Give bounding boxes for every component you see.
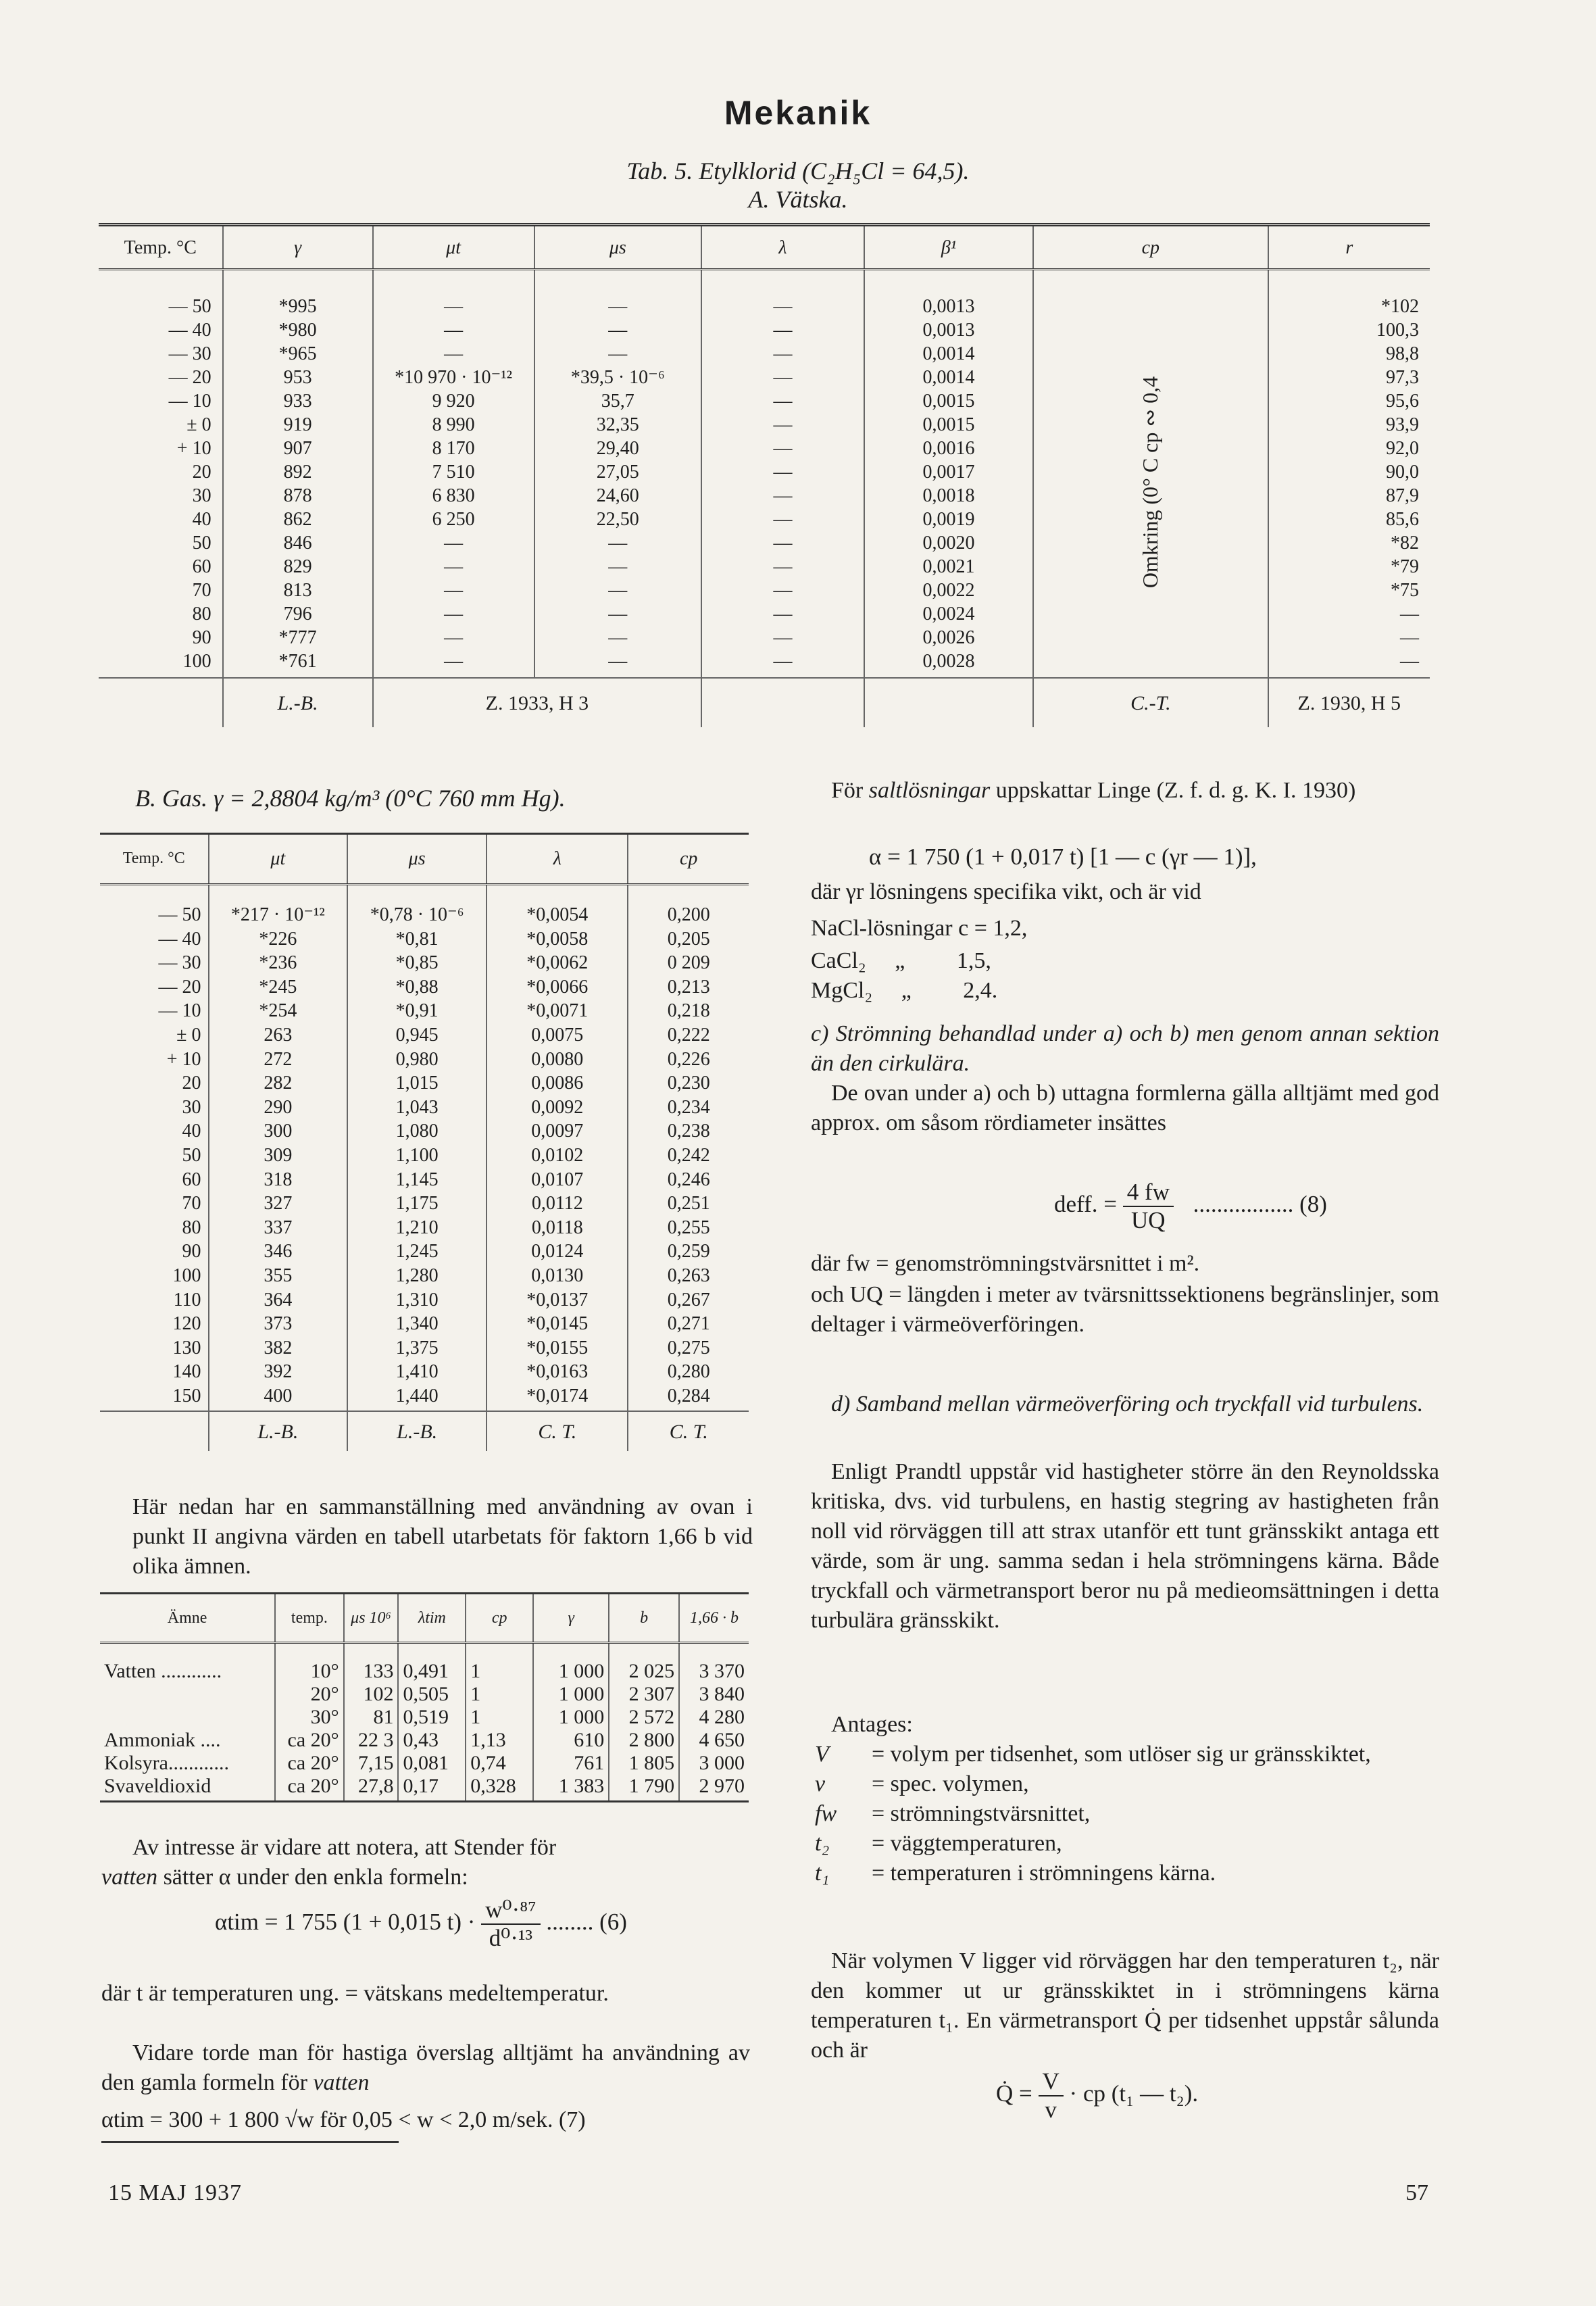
header-gamma: γ xyxy=(223,225,373,270)
source-2: L.-B. xyxy=(347,1411,487,1451)
col-lambda: 0,491 0,505 0,519 0,43 0,081 0,17 xyxy=(398,1643,466,1802)
table-b-source-row xyxy=(100,1411,749,1451)
col-temp: — 50 — 40 — 30 — 20 — 10 ± 0 + 10 20 30 40 50 60 70 80 90 100 xyxy=(99,270,223,679)
col-166b: 3 370 3 840 4 280 4 650 3 000 2 970 xyxy=(699,1660,745,1797)
right-para2: där γr lösningens specifika vikt, och är vid xyxy=(811,879,1201,904)
col-beta: 0,0013 0,0013 0,0014 0,0014 0,0015 0,0015 0,0016 0,0017 0,0018 0,0019 0,0020 0,0021 0,0022 0,0024 0,0026 0,0028 xyxy=(864,270,1033,679)
cp-rotated-note: Omkring (0° C cp ∾ 0,4 xyxy=(1138,376,1163,589)
header-temp: Temp. °C xyxy=(100,834,209,885)
section-d-heading: d) Samband mellan värmeöverföring och tryckfall vid turbulens. xyxy=(831,1392,1424,1417)
header-cp: cp xyxy=(628,834,749,885)
header-lambda-tim: λtim xyxy=(398,1594,466,1643)
source-cp: C.-T. xyxy=(1033,678,1268,727)
header-gamma: γ xyxy=(533,1594,609,1643)
col-cp xyxy=(1033,270,1268,679)
definition-list xyxy=(815,1740,1439,1888)
right-last-paragraph: När volymen V ligger vid rörväggen har den temperaturen t₂, när den kommer ut ur gränsskiktet in i strömningens kärna temperaturen t₁. En värmetransport Q̇ per tidsenhet uppstår sålunda och är xyxy=(811,1948,1439,2063)
source-gamma: L.-B. xyxy=(223,678,373,727)
right-para1: För saltlösningar uppskattar Linge (Z. f. d. g. K. I. 1930) xyxy=(831,778,1356,803)
equation-7-underline xyxy=(101,2141,399,2143)
col-amne: Vatten ............ Ammoniak .... Kolsyra............ Svaveldioxid xyxy=(100,1643,275,1802)
col-gamma: 1 000 1 000 1 000 610 761 1 383 xyxy=(533,1643,609,1802)
col-b: 2 025 2 307 2 572 2 800 1 805 1 790 xyxy=(609,1643,679,1802)
col-temp: 10° 20° 30° ca 20° ca 20° ca 20° xyxy=(275,1643,343,1802)
table-a-header-row xyxy=(99,225,1430,270)
table-a-body xyxy=(99,270,1430,679)
col-lambda: — — — — — — — — — — — — — — — — xyxy=(701,270,864,679)
col-r: *102 100,3 98,8 97,3 95,6 93,9 92,0 90,0 87,9 85,6 *82 *79 *75 — — — xyxy=(1376,296,1419,672)
table-c-header-row xyxy=(100,1594,749,1643)
page-number: 57 xyxy=(1405,2180,1428,2205)
left-stender-line: Av intresse är vidare att notera, att Stender för xyxy=(132,1835,557,1860)
header-lambda: λ xyxy=(487,834,628,885)
salt-cacl2: CaCl₂ „ 1,5, xyxy=(811,948,991,973)
header-mu-t: μt xyxy=(373,225,534,270)
definition-item: t₂ = väggtemperaturen, xyxy=(815,1831,1062,1856)
header-r: r xyxy=(1268,225,1430,270)
col-cp: 0,200 0,205 0 209 0,213 0,218 0,222 0,226 0,230 0,234 0,238 0,242 0,246 0,251 0,255 0,259 0,263 0,267 0,271 0,275 0,280 0,284 xyxy=(667,904,710,1406)
definition-uq: och UQ = längden i meter av tvärsnittssektionens begränslinjer, som deltager i värmeöverföringen. xyxy=(811,1282,1439,1337)
section-c-text: De ovan under a) och b) uttagna formlerna gälla alltjämt med god approx. om såsom rördiameter insättes xyxy=(811,1081,1439,1135)
source-1: L.-B. xyxy=(209,1411,348,1451)
section-c-heading: c) Strömning behandlad under a) och b) men genom annan sektion än den cirkulära. xyxy=(811,1021,1439,1076)
definition-item: fw = strömningstvärsnittet, xyxy=(815,1801,1091,1826)
source-mu: Z. 1933, H 3 xyxy=(373,678,701,727)
left-stender-line2: vatten sätter α under den enkla formeln: xyxy=(101,1865,468,1890)
col-temp: — 50 — 40 — 30 — 20 — 10 ± 0 + 10 20 30 40 50 60 70 80 90 100 110 120 130 140 150 xyxy=(100,885,209,1412)
header-amne: Ämne xyxy=(100,1594,275,1643)
left-after-eq6: där t är temperaturen ung. = vätskans medeltemperatur. xyxy=(101,1981,609,2006)
table-c-comparison xyxy=(100,1592,749,1802)
definition-fw: där fw = genomströmningstvärsnittet i m². xyxy=(811,1251,1200,1276)
definition-item: v = spec. volymen, xyxy=(815,1771,1029,1796)
table-b-body xyxy=(100,885,749,1412)
header-mu: μs 10⁶ xyxy=(344,1594,399,1643)
table-b-header-row xyxy=(100,834,749,885)
table-b-gas xyxy=(100,833,749,1451)
salt-mgcl2: MgCl₂ „ 2,4. xyxy=(811,978,998,1003)
header-166b: 1,66 · b xyxy=(679,1594,749,1643)
col-gamma: *995 *980 *965 953 933 919 907 892 878 862 846 829 813 796 *777 *761 xyxy=(223,270,373,679)
equation-8: deff. = $\frac{4 fw}{UQ}$ ................. (8) xyxy=(1054,1179,1327,1233)
header-lambda: λ xyxy=(701,225,864,270)
section-title: Mekanik xyxy=(724,94,872,132)
table-a-liquid xyxy=(99,223,1430,727)
table-c-body xyxy=(100,1643,749,1802)
equation-7: αtim = 300 + 1 800 √w för 0,05 < w < 2,0 m/sek. (7) xyxy=(101,2107,586,2132)
equation-q: Q̇ = $\frac{V}{v}$ · cp (t₁ — t₂). xyxy=(996,2068,1199,2123)
source-4: C. T. xyxy=(628,1411,749,1451)
source-r: Z. 1930, H 5 xyxy=(1268,678,1430,727)
left-intro-paragraph: Här nedan har en sammanställning med användning av ovan i punkt II angivna värden en tabell utarbetats för faktorn 1,66 b vid olika ämnen. xyxy=(132,1494,753,1579)
col-mu-s: — — — *39,5 · 10⁻⁶ 35,7 32,35 29,40 27,05 24,60 22,50 — — — — — — xyxy=(534,270,702,679)
header-b: b xyxy=(609,1594,679,1643)
col-mu-t: — — — *10 970 · 10⁻¹² 9 920 8 990 8 170 7 510 6 830 6 250 — — — — — — xyxy=(373,270,534,679)
header-mu-t: μt xyxy=(209,834,348,885)
table-a-source-row xyxy=(99,678,1430,727)
salt-nacl: NaCl-lösningar c = 1,2, xyxy=(811,916,1028,941)
col-mu-t: *217 · 10⁻¹² *226 *236 *245 *254 263 272 282 290 300 309 318 327 337 346 355 364 373 382 392 400 xyxy=(209,885,348,1412)
equation-saltsolution: α = 1 750 (1 + 0,017 t) [1 — c (γr — 1)], xyxy=(869,843,1257,870)
header-mu-s: μs xyxy=(347,834,487,885)
col-mu: 133 102 81 22 3 7,15 27,8 xyxy=(344,1643,399,1802)
equation-6: αtim = 1 755 (1 + 0,015 t) · $\frac{\text{w⁰·⁸⁷}}{\text{d⁰·¹³}}$ ........ (6) xyxy=(215,1896,627,1951)
header-cp: cp xyxy=(1033,225,1268,270)
col-lambda: *0,0054 *0,0058 *0,0062 *0,0066 *0,0071 0,0075 0,0080 0,0086 0,0092 0,0097 0,0102 0,0107 0,0112 0,0118 0,0124 0,0130 *0,0137 *0,0145 *0,0155 *0,0163 *0,0174 xyxy=(487,885,628,1412)
section-d-text: Enligt Prandtl uppstår vid hastigheter större än den Reynoldsska kritiska, dvs. vid turbulens, en hastig stegring av hastigheten från noll vid rörväggen till att strax utanför ett tunt gränsskikt antaga ett värde, som är ung. samma sedan i hela strömningens kärna. Både tryckfall och värmetransport beror nu på medieomsättningen i detta turbulära gränsskikt. xyxy=(811,1459,1439,1633)
definition-item: t₁ = temperaturen i strömningens kärna. xyxy=(815,1861,1216,1886)
header-temp: temp. xyxy=(275,1594,343,1643)
left-para2: Vidare torde man för hastiga överslag alltjämt ha användning av den gamla formeln för vatten xyxy=(101,2040,750,2095)
antages-label: Antages: xyxy=(831,1712,913,1737)
table-b-caption: B. Gas. γ = 2,8804 kg/m³ (0°C 760 mm Hg). xyxy=(135,785,566,812)
header-temp: Temp. °C xyxy=(99,225,223,270)
table5-caption: Tab. 5. Etylklorid (C₂H₅Cl = 64,5). xyxy=(626,157,970,185)
header-beta: β¹ xyxy=(864,225,1033,270)
source-3: C. T. xyxy=(487,1411,628,1451)
col-cp: 1 1 1 1,13 0,74 0,328 xyxy=(466,1643,533,1802)
header-mu-s: μs xyxy=(534,225,702,270)
table5-subcaption: A. Vätska. xyxy=(748,186,848,213)
header-cp: cp xyxy=(466,1594,533,1643)
footer-date: 15 MAJ 1937 xyxy=(108,2180,243,2205)
definition-item: V = volym per tidsenhet, som utlöser sig ur gränsskiktet, xyxy=(815,1742,1371,1767)
col-mu-s: *0,78 · 10⁻⁶ *0,81 *0,85 *0,88 *0,91 0,945 0,980 1,015 1,043 1,080 1,100 1,145 1,175 1,210 1,245 1,280 1,310 1,340 1,375 1,410 1,440 xyxy=(347,885,487,1412)
